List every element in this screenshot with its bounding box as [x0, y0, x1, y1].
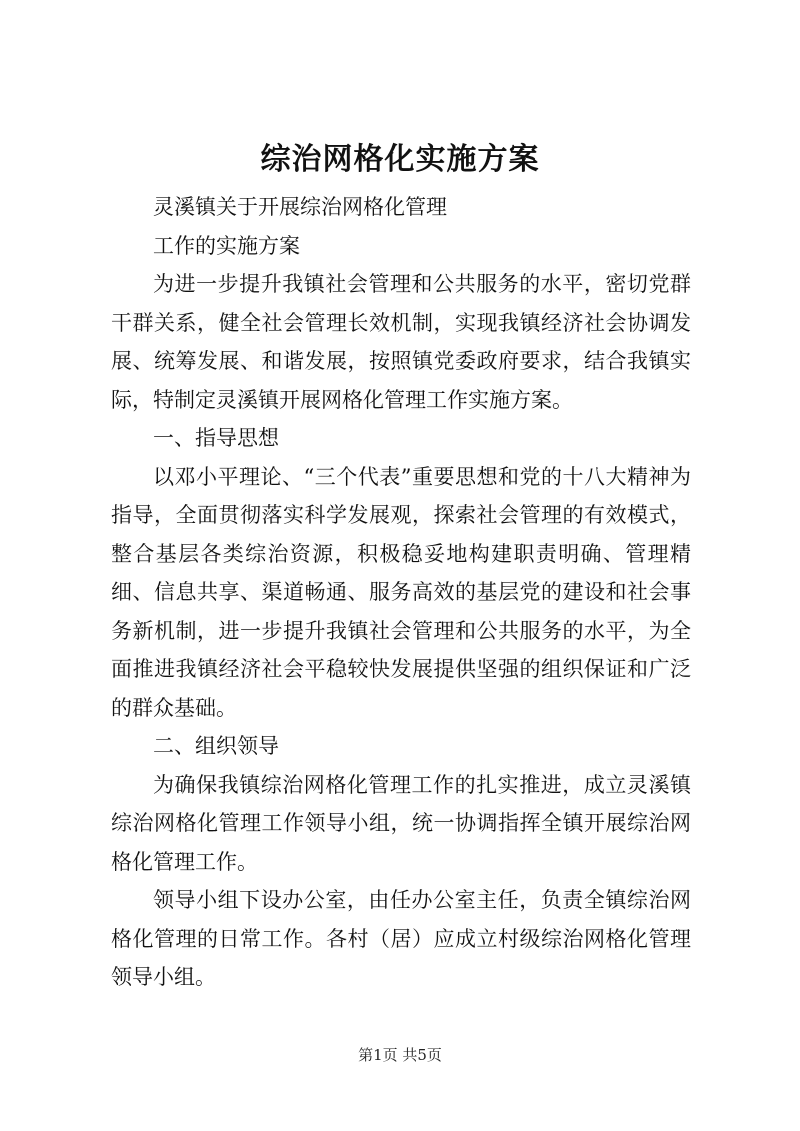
document-title: 综治网格化实施方案 [260, 142, 540, 177]
subtitle-line-1: 灵溪镇关于开展综治网格化管理 [153, 195, 447, 219]
subtitle-line-2: 工作的实施方案 [153, 233, 300, 258]
organization-paragraph-1: 为确保我镇综治网格化管理工作的扎实推进，成立灵溪镇综治网格化管理工作领导小组，统一协调指挥全镇开展综治网格化管理工作。 [111, 772, 691, 874]
intro-paragraph: 为进一步提升我镇社会管理和公共服务的水平，密切党群干群关系，健全社会管理长效机制，实现我镇经济社会协调发展、统筹发展、和谐发展，按照镇党委政府要求，结合我镇实际，特制定灵溪镇开展网格化管理工作实施方案。 [111, 272, 691, 412]
section-heading-guiding-ideology: 一、指导思想 [153, 426, 279, 450]
document-body [111, 188, 691, 997]
organization-paragraph-2: 领导小组下设办公室，由任办公室主任，负责全镇综治网格化管理的日常工作。各村（居）应成立村级综治网格化管理领导小组。 [111, 888, 691, 989]
guiding-ideology-paragraph: 以邓小平理论、“三个代表”重要思想和党的十八大精神为指导，全面贯彻落实科学发展观，探索社会管理的有效模式，整合基层各类综治资源，积极稳妥地构建职责明确、管理精细、信息共享、渠道畅通、服务高效的基层党的建设和社会事务新机制，进一步提升我镇社会管理和公共服务的水平，为全面推进我镇经济社会平稳较快发展提供坚强的组织保证和广泛的群众基础。 [111, 464, 691, 720]
page-footer: 第1页 共5页 [358, 1046, 442, 1064]
section-heading-organization: 二、组织领导 [153, 734, 279, 758]
